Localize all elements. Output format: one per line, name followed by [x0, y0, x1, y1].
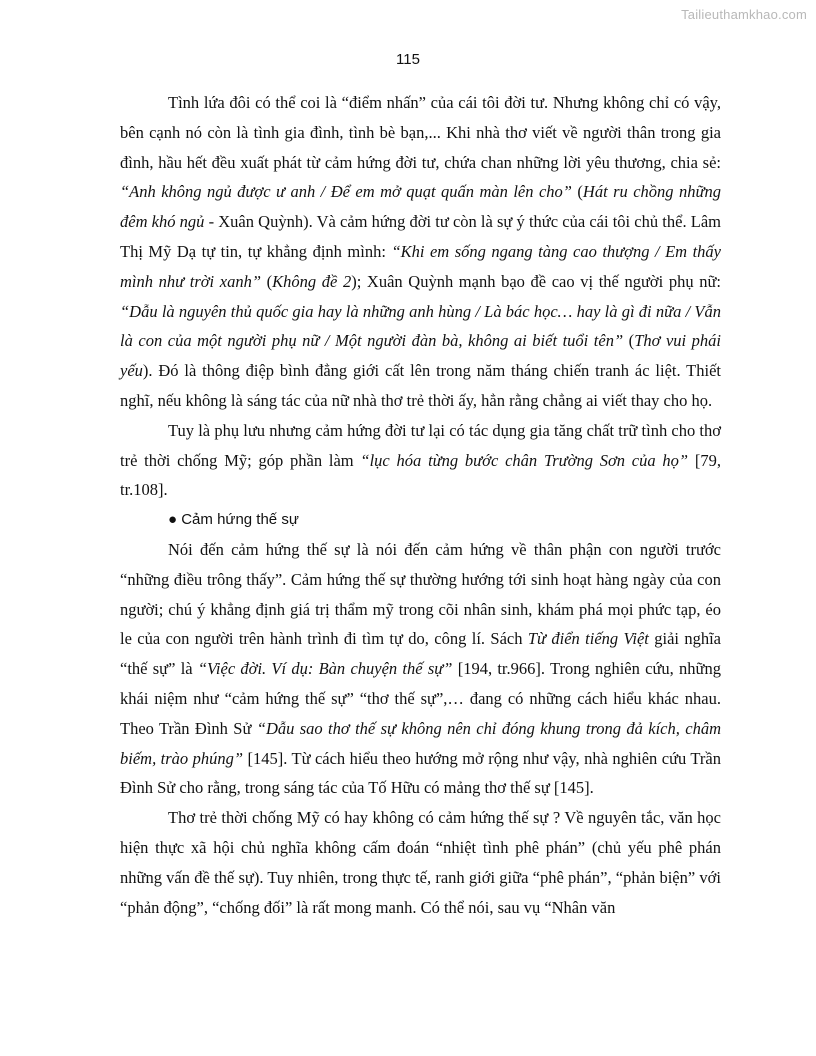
p2-text-1: Tuy là phụ lưu nhưng cảm hứng đời tư lại có tác dụng gia tăng chất trữ tình cho thơ trẻ thời chống Mỹ; góp phần làm [120, 420, 721, 470]
p3-text-3: [194, tr.966]. Trong nghiên cứu, những khái niệm như “cảm hứng thế sự” “thơ thế sự”,… đang có những cách hiểu khác nhau. Theo Trần Đình Sử [120, 659, 721, 738]
paragraph-1 [120, 88, 721, 416]
p1-text-1: Tình lứa đôi có thể coi là “điểm nhấn” của cái tôi đời tư. Nhưng không chỉ có vậy, bên cạnh nó còn là tình gia đình, tình bè bạn,... Khi nhà thơ viết về người thân trong gia đình, hầu hết đều xuất phát từ cảm hứng đời tư, chứa chan những lời yêu thương, chia sẻ: [120, 93, 721, 172]
p3-work-1: Từ điển tiếng Việt [527, 629, 649, 649]
paragraph-2 [120, 416, 721, 505]
p1-work-2: Không đề 2 [272, 271, 352, 291]
p3-text-2: giải nghĩa “thế sự” là [120, 629, 722, 679]
p1-text-2: ( [571, 182, 583, 202]
p3-quote-2: “Dẫu sao thơ thế sự không nên chỉ đóng khung trong đả kích, châm biếm, trào phúng” [120, 718, 721, 768]
p1-work-3: Thơ vui phái yếu [120, 331, 721, 381]
p1-text-5: ); Xuân Quỳnh mạnh bạo đề cao vị thế người phụ nữ: [351, 271, 721, 291]
p3-text-4: [145]. Từ cách hiểu theo hướng mở rộng như vậy, nhà nghiên cứu Trần Đình Sử cho rằng, trong sáng tác của Tố Hữu có mảng thơ thế sự [145]. [120, 748, 721, 798]
p4-text-1: Thơ trẻ thời chống Mỹ có hay không có cảm hứng thế sự ? Về nguyên tắc, văn học hiện thực xã hội chủ nghĩa không cấm đoán “nhiệt tình phê phán” (chủ yếu phê phán những vấn đề thế sự). Tuy nhiên, trong thực tế, ranh giới giữa “phê phán”, “phản biện” với “phản động”, “chống đối” là rất mong manh. Có thể nói, sau vụ “Nhân văn [120, 808, 721, 917]
paragraph-4 [120, 803, 721, 922]
p1-work-1: Hát ru chồng những đêm khó ngủ [120, 182, 721, 232]
p1-text-4: ( [261, 271, 273, 291]
p2-text-2: [79, tr.108]. [120, 450, 721, 500]
p1-quote-2: “Khi em sống ngang tàng cao thượng / Em thấy mình như trời xanh” [120, 241, 721, 291]
p2-quote-1: “lục hóa từng bước chân Trường Sơn của họ” [360, 450, 689, 470]
paragraph-3 [120, 535, 721, 803]
p3-text-1: Nói đến cảm hứng thế sự là nói đến cảm hứng về thân phận con người trước “những điều trông thấy”. Cảm hứng thế sự thường hướng tới sinh hoạt hàng ngày của con người; chú ý khẳng định giá trị thẩm mỹ trong cõi nhân sinh, khám phá mọi phức tạp, éo le của con người trên hành trình đi tìm tự do, công lí. Sách [120, 539, 721, 649]
p3-quote-1: “Việc đời. Ví dụ: Bàn chuyện thế sự” [197, 659, 453, 679]
section-heading: ● Cảm hứng thế sự [168, 511, 299, 529]
page-number: 115 [396, 51, 420, 68]
watermark: Tailieuthamkhao.com [681, 7, 807, 22]
p1-quote-3: “Dẫu là nguyên thủ quốc gia hay là những anh hùng / Là bác học… hay là gì đi nữa / Vẫn là con của một người phụ nữ / Một người đàn bà, không ai biết tuổi tên” [120, 301, 721, 351]
p1-text-3: - Xuân Quỳnh). Và cảm hứng đời tư còn là sự ý thức của cái tôi chủ thể. Lâm Thị Mỹ Dạ tự tin, tự khẳng định mình: [120, 212, 721, 261]
p1-text-6: ( [623, 331, 635, 351]
p1-quote-1: “Anh không ngủ được ư anh / Để em mở quạt quấn màn lên cho” [120, 182, 572, 202]
document-body [120, 88, 721, 922]
p1-text-7: ). Đó là thông điệp bình đẳng giới cất lên trong năm tháng chiến tranh ác liệt. Thiết nghĩ, nếu không là sáng tác của nữ nhà thơ trẻ thời ấy, hẳn rằng chẳng ai viết thay cho họ. [120, 361, 721, 410]
